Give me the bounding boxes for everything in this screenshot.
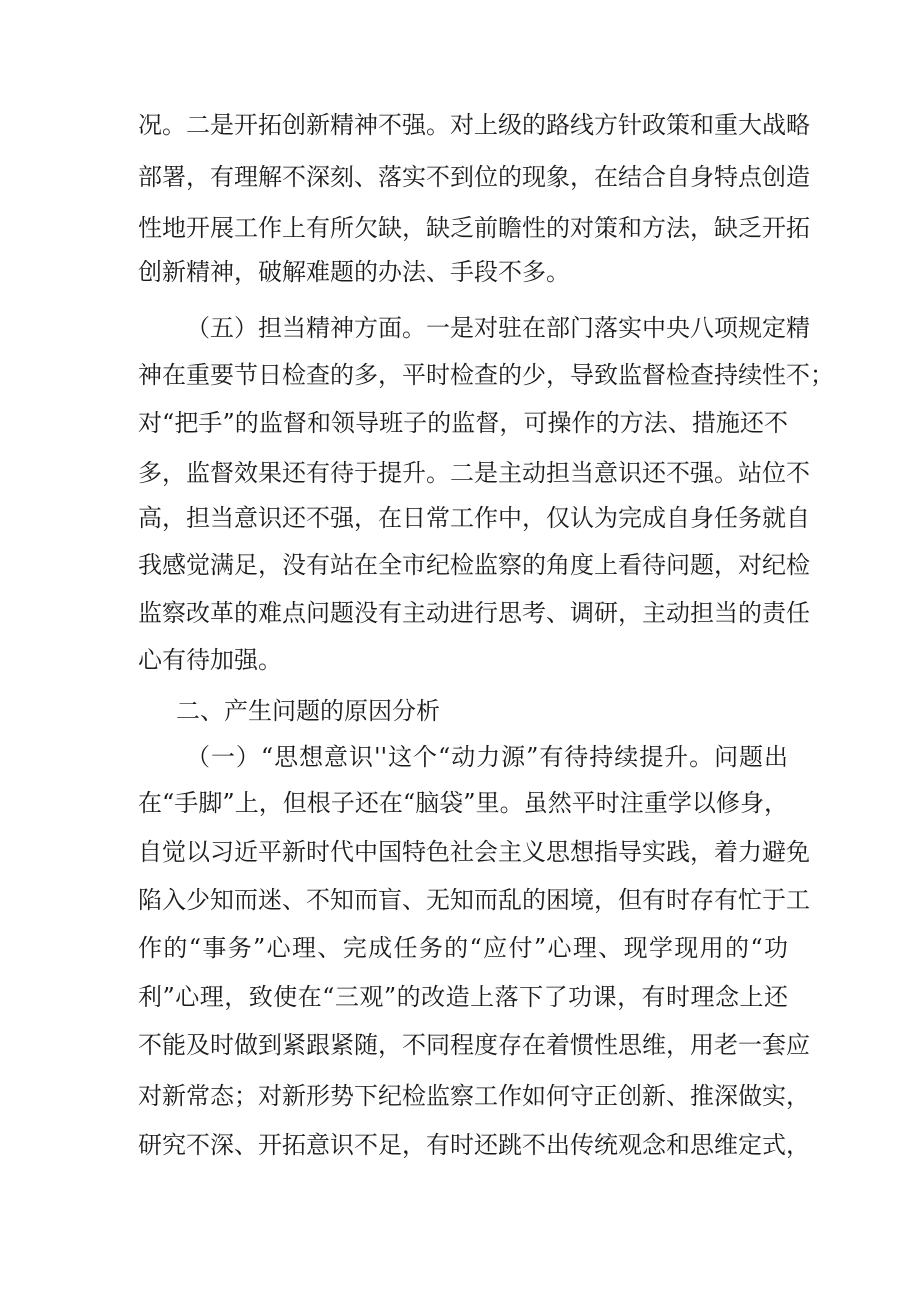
text-line: 多，监督效果还有待于提升。二是主动担当意识还不强。站位不 [138,459,810,487]
text-line: 高，担当意识还不强，在日常工作中，仅认为完成自身任务就自 [138,504,810,532]
text-line: 对新常态；对新形势下纪检监察工作如何守正创新、推深做实， [138,1082,810,1110]
text-line: 神在重要节日检查的多，平时检查的少，导致监督检查持续性不； [138,361,834,389]
text-line: 在“手脚”上，但根子还在“脑袋”里。虽然平时注重学以修身， [138,789,788,817]
text-line: 不能及时做到紧跟紧随，不同程度存在着惯性思维，用老一套应 [138,1031,810,1059]
section-heading: 二、产生问题的原因分析 [176,697,440,725]
text-line: 监察改革的难点问题没有主动进行思考、调研，主动担当的责任 [138,599,810,627]
subsection-one-heading-line: （一）“思想意识''这个“动力源”有待持续提升。问题出 [186,743,788,771]
text-line: 部署，有理解不深刻、落实不到位的现象，在结合自身特点创造 [138,163,810,191]
section-five-heading-line: （五）担当精神方面。一是对驻在部门落实中央八项规定精 [186,314,810,342]
text-line: 作的“事务”心理、完成任务的“应付”心理、现学现用的“功 [138,934,788,962]
text-line: 心有待加强。 [138,646,282,674]
text-line: 我感觉满足，没有站在全市纪检监察的角度上看待问题，对纪检 [138,551,810,579]
text-line: 况。二是开拓创新精神不强。对上级的路线方针政策和重大战略 [138,111,810,139]
text-line: 陷入少知而迷、不知而盲、无知而乱的困境，但有时存有忙于工 [138,886,810,914]
text-line: 研究不深、开拓意识不足，有时还跳不出传统观念和思维定式， [138,1131,810,1159]
text-line: 自觉以习近平新时代中国特色社会主义思想指导实践，着力避免 [138,838,810,866]
text-line: 创新精神，破解难题的办法、手段不多。 [138,258,570,286]
text-line: 性地开展工作上有所欠缺，缺乏前瞻性的对策和方法，缺乏开拓 [138,214,810,242]
text-line: 对“把手”的监督和领导班子的监督，可操作的方法、措施还不 [138,409,788,437]
text-line: 利”心理，致使在“三观”的改造上落下了功课，有时理念上还 [138,983,788,1011]
